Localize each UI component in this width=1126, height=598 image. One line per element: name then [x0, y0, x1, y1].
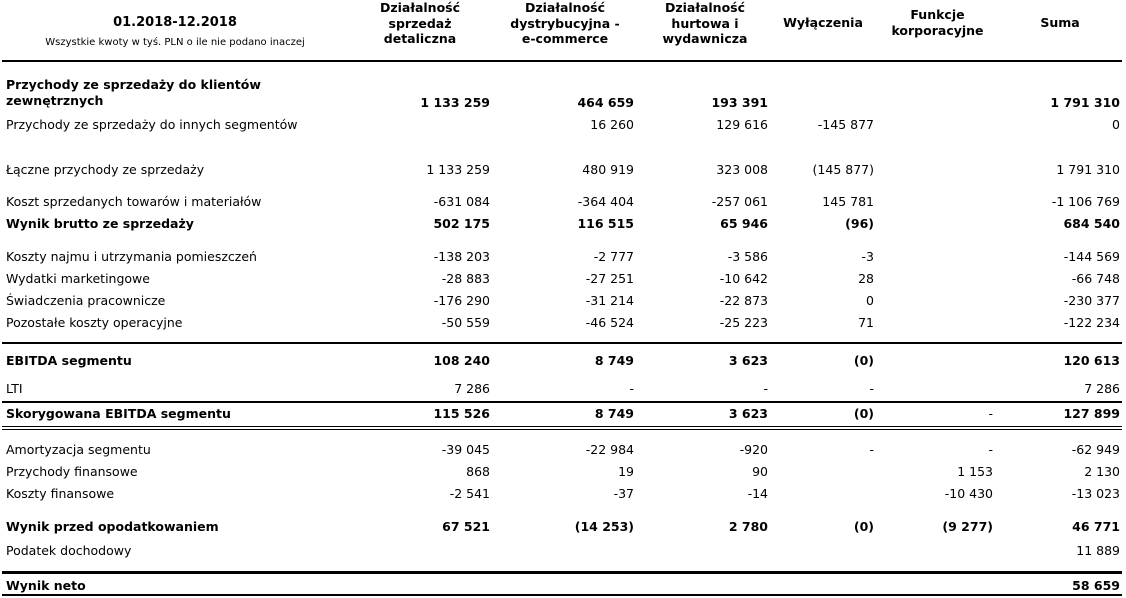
cell-total: 2 130	[1084, 464, 1120, 479]
table-row	[0, 486, 1126, 502]
cell-wholesale: 3 623	[728, 406, 768, 421]
table-row	[0, 578, 1126, 594]
column-header-total: Suma	[1040, 15, 1080, 30]
cell-wholesale: -22 873	[719, 293, 768, 308]
cell-ecommerce: -37	[613, 486, 634, 501]
cell-corporate: 1 153	[957, 464, 993, 479]
table-row	[0, 271, 1126, 287]
row-label: Przychody ze sprzedaży do klientów	[6, 77, 261, 92]
cell-ecommerce: 8 749	[594, 353, 634, 368]
cell-eliminations: 145 781	[822, 194, 874, 209]
cell-total: -144 569	[1063, 249, 1120, 264]
cell-ecommerce: 464 659	[577, 95, 634, 110]
cell-retail: 868	[466, 464, 490, 479]
cell-ecommerce: 8 749	[594, 406, 634, 421]
row-label: Łączne przychody ze sprzedaży	[6, 162, 205, 177]
cell-total: 1 791 310	[1050, 95, 1120, 110]
cell-ecommerce: -27 251	[585, 271, 634, 286]
cell-retail: 502 175	[433, 216, 490, 231]
cell-retail: -39 045	[441, 442, 490, 457]
cell-ecommerce: 19	[618, 464, 634, 479]
row-label: Świadczenia pracownicze	[6, 293, 166, 308]
column-header-wholesale: Działalność hurtowa i wydawnicza	[662, 0, 748, 46]
table-row	[0, 353, 1126, 369]
table-row	[0, 77, 1126, 111]
table-row	[0, 464, 1126, 480]
cell-eliminations: 28	[858, 271, 874, 286]
cell-corporate: -	[988, 442, 993, 457]
table-row	[0, 162, 1126, 178]
cell-ecommerce: 480 919	[582, 162, 634, 177]
cell-eliminations: (0)	[853, 353, 874, 368]
table-row	[0, 406, 1126, 422]
cell-total: -62 949	[1071, 442, 1120, 457]
cell-wholesale: -10 642	[719, 271, 768, 286]
cell-total: 46 771	[1072, 519, 1120, 534]
row-label: Skorygowana EBITDA segmentu	[6, 406, 231, 421]
cell-retail: 115 526	[433, 406, 490, 421]
cell-total: -122 234	[1063, 315, 1120, 330]
cell-wholesale: -3 586	[727, 249, 768, 264]
period-label: 01.2018-12.2018	[113, 15, 237, 30]
cell-corporate: (9 277)	[942, 519, 993, 534]
cell-total: -230 377	[1063, 293, 1120, 308]
header-divider	[2, 60, 1122, 62]
cell-wholesale: 129 616	[716, 117, 768, 132]
cell-total: 120 613	[1063, 353, 1120, 368]
cell-retail: -28 883	[441, 271, 490, 286]
section-divider	[2, 401, 1122, 403]
cell-eliminations: -	[869, 381, 874, 396]
table-header	[0, 0, 1126, 60]
cell-eliminations: 0	[866, 293, 874, 308]
cell-wholesale: 65 946	[720, 216, 768, 231]
cell-total: 684 540	[1063, 216, 1120, 231]
cell-retail: 108 240	[433, 353, 490, 368]
cell-ecommerce: 116 515	[577, 216, 634, 231]
section-divider	[2, 342, 1122, 344]
table-row	[0, 117, 1126, 133]
row-label: LTI	[6, 381, 23, 396]
row-label: Przychody ze sprzedaży do innych segmentów	[6, 117, 298, 132]
cell-eliminations: (0)	[853, 406, 874, 421]
cell-total: 0	[1112, 117, 1120, 132]
cell-total: -13 023	[1071, 486, 1120, 501]
cell-wholesale: -25 223	[719, 315, 768, 330]
cell-retail: 67 521	[442, 519, 490, 534]
cell-wholesale: 2 780	[728, 519, 768, 534]
row-label: Koszt sprzedanych towarów i materiałów	[6, 194, 262, 209]
table-row	[0, 381, 1126, 397]
row-label: Amortyzacja segmentu	[6, 442, 151, 457]
row-label: Podatek dochodowy	[6, 543, 132, 558]
table-row	[0, 543, 1126, 559]
cell-eliminations: -145 877	[817, 117, 874, 132]
column-header-corporate: Funkcje korporacyjne	[891, 7, 984, 38]
cell-ecommerce: -	[629, 381, 634, 396]
cell-total: -66 748	[1071, 271, 1120, 286]
cell-wholesale: -920	[739, 442, 768, 457]
cell-eliminations: 71	[858, 315, 874, 330]
cell-ecommerce: -2 777	[593, 249, 634, 264]
cell-total: -1 106 769	[1051, 194, 1120, 209]
cell-wholesale: 3 623	[728, 353, 768, 368]
cell-wholesale: 323 008	[716, 162, 768, 177]
cell-wholesale: 193 391	[711, 95, 768, 110]
cell-ecommerce: -46 524	[585, 315, 634, 330]
row-label: Wydatki marketingowe	[6, 271, 150, 286]
cell-eliminations: -	[869, 442, 874, 457]
cell-ecommerce: -364 404	[577, 194, 634, 209]
cell-ecommerce: -31 214	[585, 293, 634, 308]
row-label: Wynik neto	[6, 578, 86, 593]
cell-total: 7 286	[1084, 381, 1120, 396]
column-header-retail: Działalność sprzedaż detaliczna	[379, 0, 461, 46]
cell-ecommerce: 16 260	[590, 117, 634, 132]
cell-total: 127 899	[1063, 406, 1120, 421]
table-row	[0, 519, 1126, 535]
net-result-divider	[2, 571, 1122, 574]
row-label: EBITDA segmentu	[6, 353, 132, 368]
table-row	[0, 249, 1126, 265]
units-note: Wszystkie kwoty w tyś. PLN o ile nie podano inaczej	[45, 37, 305, 48]
row-label: Wynik przed opodatkowaniem	[6, 519, 219, 534]
cell-retail: -50 559	[441, 315, 490, 330]
table-row	[0, 442, 1126, 458]
cell-eliminations: (145 877)	[812, 162, 874, 177]
cell-wholesale: -14	[747, 486, 768, 501]
cell-eliminations: -3	[861, 249, 874, 264]
cell-eliminations: (0)	[853, 519, 874, 534]
cell-wholesale: -257 061	[711, 194, 768, 209]
column-header-ecommerce: Działalność dystrybucyjna - e-commerce	[510, 0, 620, 46]
table-row	[0, 216, 1126, 232]
row-label-continuation: zewnętrznych	[6, 93, 104, 108]
table-row	[0, 194, 1126, 210]
column-header-eliminations: Wyłączenia	[783, 15, 863, 30]
cell-eliminations: (96)	[845, 216, 874, 231]
row-label: Przychody finansowe	[6, 464, 138, 479]
cell-wholesale: 90	[752, 464, 768, 479]
row-label: Koszty finansowe	[6, 486, 115, 501]
cell-retail: -176 290	[433, 293, 490, 308]
row-label: Pozostałe koszty operacyjne	[6, 315, 183, 330]
cell-retail: -2 541	[449, 486, 490, 501]
table-row	[0, 293, 1126, 309]
row-label: Wynik brutto ze sprzedaży	[6, 216, 194, 231]
cell-ecommerce: (14 253)	[574, 519, 634, 534]
cell-retail: 1 133 259	[426, 162, 490, 177]
cell-retail: -138 203	[433, 249, 490, 264]
bottom-border	[2, 594, 1122, 596]
cell-corporate: -10 430	[944, 486, 993, 501]
cell-total: 11 889	[1076, 543, 1120, 558]
cell-total: 1 791 310	[1056, 162, 1120, 177]
cell-retail: -631 084	[433, 194, 490, 209]
cell-wholesale: -	[763, 381, 768, 396]
double-divider-top	[2, 426, 1122, 427]
cell-corporate: -	[988, 406, 993, 421]
cell-total: 58 659	[1072, 578, 1120, 593]
table-row	[0, 315, 1126, 331]
row-label: Koszty najmu i utrzymania pomieszczeń	[6, 249, 257, 264]
cell-retail: 1 133 259	[420, 95, 490, 110]
double-divider-bottom	[2, 429, 1122, 430]
cell-retail: 7 286	[454, 381, 490, 396]
cell-ecommerce: -22 984	[585, 442, 634, 457]
